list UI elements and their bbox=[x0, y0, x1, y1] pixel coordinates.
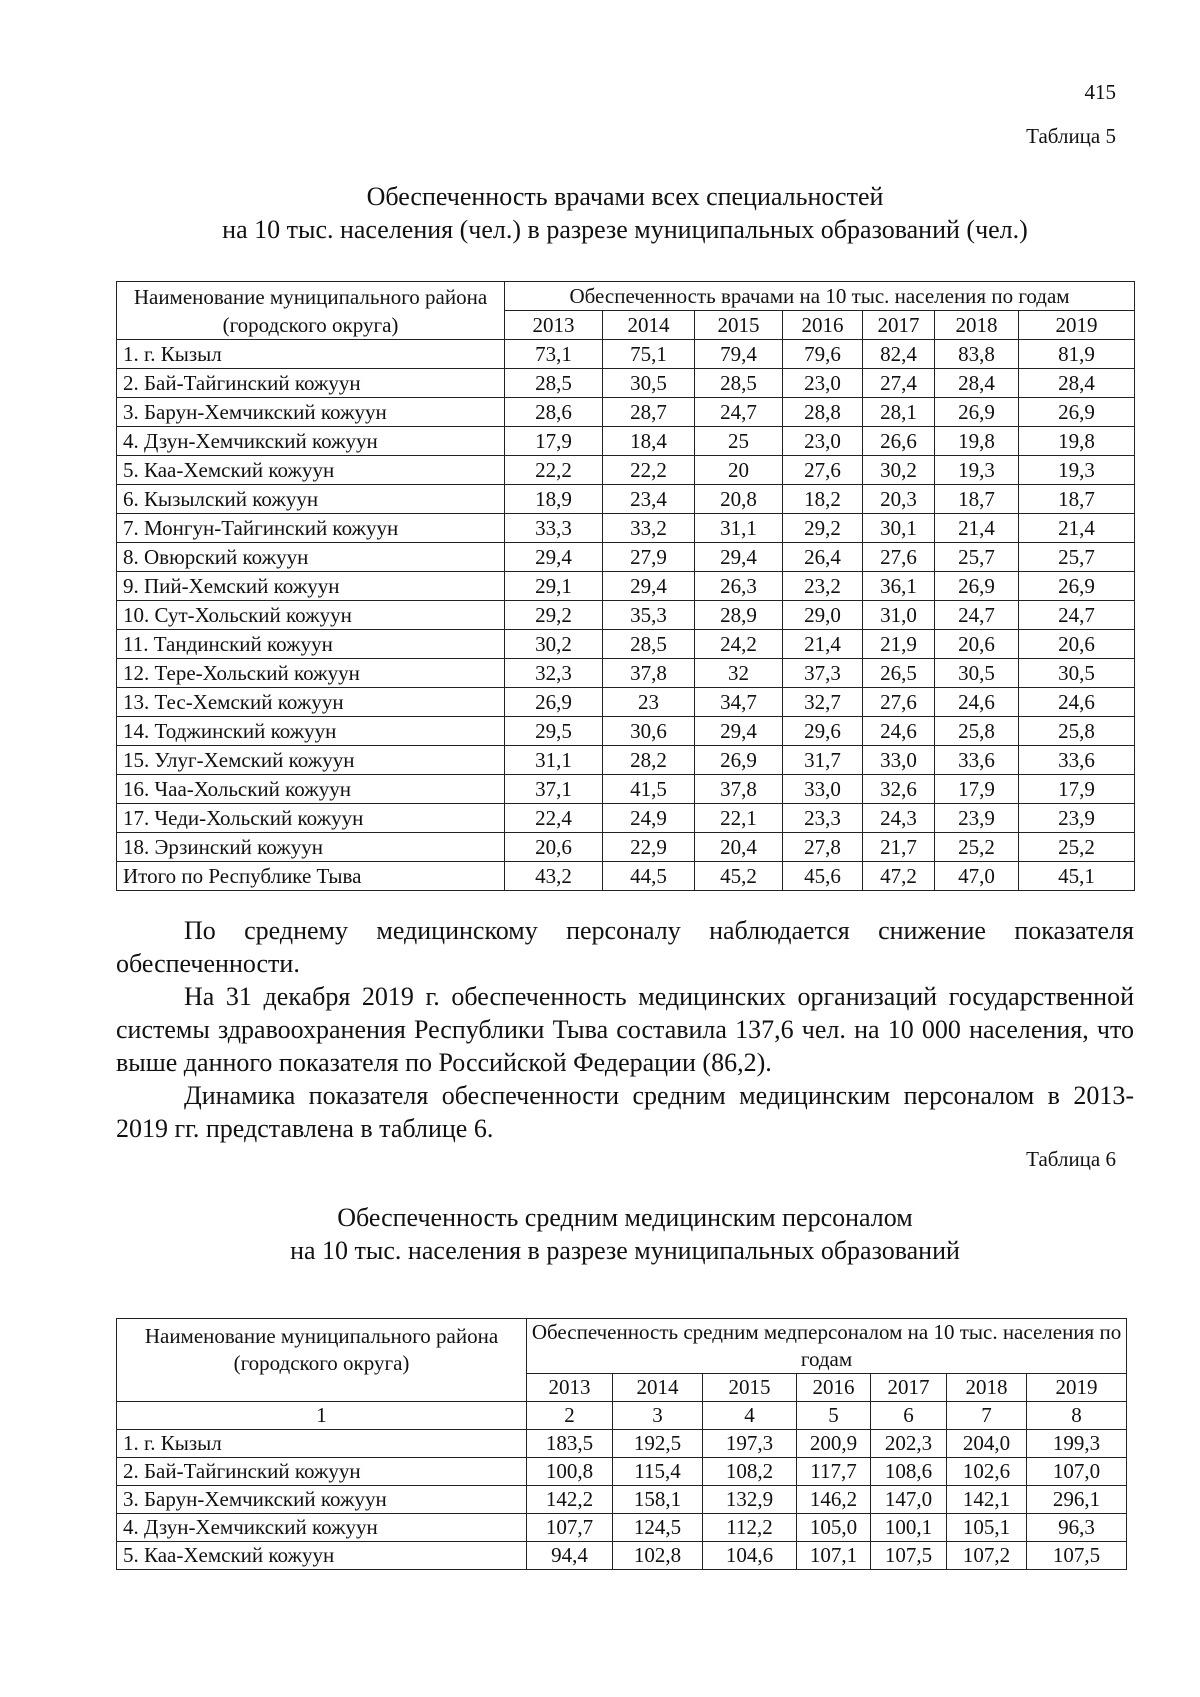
table5-cell: 33,6 bbox=[935, 746, 1019, 775]
table5-cell: 26,5 bbox=[863, 659, 935, 688]
table6-year-header: 2019 bbox=[1027, 1374, 1127, 1402]
table5-cell: 30,5 bbox=[1019, 659, 1135, 688]
table5-cell: 28,8 bbox=[783, 398, 863, 427]
table5-cell: 20,3 bbox=[863, 485, 935, 514]
table5-cell: 28,6 bbox=[505, 398, 603, 427]
table5-cell: 20,6 bbox=[1019, 630, 1135, 659]
table5-cell: 27,8 bbox=[783, 833, 863, 862]
table6-year-header: 2018 bbox=[947, 1374, 1027, 1402]
table6-cell: 100,1 bbox=[871, 1514, 947, 1542]
table5-cell: 28,5 bbox=[505, 369, 603, 398]
table5-cell: 20,4 bbox=[695, 833, 783, 862]
paragraph-2: На 31 декабря 2019 г. обеспеченность медицинских организаций государственной системы здравоохранения Республики Тыва составила 137,6 чел. на 10 000 населения, что выше данного показателя по Российской Федерации (86,2). bbox=[116, 982, 1134, 1077]
body-text bbox=[116, 914, 1134, 1145]
table6-cell: 102,6 bbox=[947, 1458, 1027, 1486]
table5-row-name: 9. Пий-Хемский кожуун bbox=[117, 572, 505, 601]
table5-cell: 26,9 bbox=[935, 398, 1019, 427]
table6-column-number: 5 bbox=[797, 1402, 871, 1430]
table5-cell: 20,6 bbox=[935, 630, 1019, 659]
table6-cell: 100,8 bbox=[527, 1458, 613, 1486]
table6-cell: 107,1 bbox=[797, 1542, 871, 1570]
table6-cell: 107,5 bbox=[1027, 1542, 1127, 1570]
table6-column-number: 7 bbox=[947, 1402, 1027, 1430]
table5-cell: 75,1 bbox=[603, 340, 695, 369]
table5-cell: 25 bbox=[695, 427, 783, 456]
table5-cell: 24,3 bbox=[863, 804, 935, 833]
table6-group-header: Обеспеченность средним медперсоналом на 10 тыс. населения по годам bbox=[527, 1319, 1127, 1374]
table5-cell: 23,2 bbox=[783, 572, 863, 601]
table5-cell: 27,6 bbox=[863, 543, 935, 572]
table5-cell: 26,3 bbox=[695, 572, 783, 601]
table5-label: Таблица 5 bbox=[1026, 124, 1116, 148]
table6-cell: 146,2 bbox=[797, 1486, 871, 1514]
table5-cell: 41,5 bbox=[603, 775, 695, 804]
table6-column-number: 8 bbox=[1027, 1402, 1127, 1430]
table6-name-header: Наименование муниципального района (городского округа) bbox=[117, 1319, 527, 1402]
table-row bbox=[117, 775, 1135, 804]
table5-cell: 21,7 bbox=[863, 833, 935, 862]
table6-title bbox=[116, 1201, 1134, 1267]
table6-column-number: 2 bbox=[527, 1402, 613, 1430]
table-row bbox=[117, 688, 1135, 717]
table6-cell: 142,1 bbox=[947, 1486, 1027, 1514]
table5-year-header: 2014 bbox=[603, 311, 695, 340]
table5-year-header: 2018 bbox=[935, 311, 1019, 340]
table5-cell: 31,0 bbox=[863, 601, 935, 630]
table5-cell: 30,5 bbox=[603, 369, 695, 398]
table5-cell: 30,5 bbox=[935, 659, 1019, 688]
table5-cell: 47,2 bbox=[863, 862, 935, 891]
table5-row-name: 18. Эрзинский кожуун bbox=[117, 833, 505, 862]
table6-cell: 107,0 bbox=[1027, 1458, 1127, 1486]
table6-year-header: 2014 bbox=[613, 1374, 703, 1402]
table5-cell: 21,4 bbox=[1019, 514, 1135, 543]
table6-cell: 132,9 bbox=[703, 1486, 797, 1514]
table5-cell: 17,9 bbox=[935, 775, 1019, 804]
table-row bbox=[117, 543, 1135, 572]
table5-cell: 37,1 bbox=[505, 775, 603, 804]
table6-cell: 197,3 bbox=[703, 1430, 797, 1458]
table5-cell: 33,3 bbox=[505, 514, 603, 543]
table5-cell: 29,4 bbox=[695, 543, 783, 572]
table5-cell: 36,1 bbox=[863, 572, 935, 601]
table5-cell: 22,1 bbox=[695, 804, 783, 833]
table5-cell: 28,7 bbox=[603, 398, 695, 427]
table5-cell: 19,3 bbox=[935, 456, 1019, 485]
table6-cell: 202,3 bbox=[871, 1430, 947, 1458]
table-row bbox=[117, 427, 1135, 456]
table5-cell: 32,6 bbox=[863, 775, 935, 804]
table6-row-name: 2. Бай-Тайгинский кожуун bbox=[117, 1458, 527, 1486]
table-row bbox=[117, 398, 1135, 427]
table6-cell: 124,5 bbox=[613, 1514, 703, 1542]
table5-cell: 21,4 bbox=[935, 514, 1019, 543]
table5-cell: 22,4 bbox=[505, 804, 603, 833]
table-row bbox=[117, 369, 1135, 398]
table5-cell: 25,2 bbox=[1019, 833, 1135, 862]
table6-cell: 142,2 bbox=[527, 1486, 613, 1514]
table5-cell: 33,2 bbox=[603, 514, 695, 543]
table6-cell: 108,6 bbox=[871, 1458, 947, 1486]
table-row bbox=[117, 601, 1135, 630]
table5-cell: 28,5 bbox=[603, 630, 695, 659]
table5-cell: 21,9 bbox=[863, 630, 935, 659]
table6-cell: 96,3 bbox=[1027, 1514, 1127, 1542]
table5-cell: 17,9 bbox=[505, 427, 603, 456]
table5-cell: 26,9 bbox=[505, 688, 603, 717]
table5-cell: 23,4 bbox=[603, 485, 695, 514]
table6-column-number: 6 bbox=[871, 1402, 947, 1430]
table5-row-name: 13. Тес-Хемский кожуун bbox=[117, 688, 505, 717]
table-row bbox=[117, 514, 1135, 543]
table5-cell: 19,8 bbox=[935, 427, 1019, 456]
paragraph-3: Динамика показателя обеспеченности средним медицинским персоналом в 2013-2019 гг. представлена в таблице 6. bbox=[116, 1081, 1134, 1143]
table6 bbox=[116, 1318, 1127, 1570]
table5-cell: 30,6 bbox=[603, 717, 695, 746]
table6-cell: 105,0 bbox=[797, 1514, 871, 1542]
table5-year-header: 2019 bbox=[1019, 311, 1135, 340]
table5-cell: 45,1 bbox=[1019, 862, 1135, 891]
table5-cell: 24,7 bbox=[935, 601, 1019, 630]
table5-cell: 25,7 bbox=[935, 543, 1019, 572]
table-row bbox=[117, 485, 1135, 514]
table5-cell: 29,2 bbox=[783, 514, 863, 543]
table5-cell: 29,6 bbox=[783, 717, 863, 746]
table6-cell: 107,2 bbox=[947, 1542, 1027, 1570]
table5-cell: 30,2 bbox=[505, 630, 603, 659]
table5-cell: 24,9 bbox=[603, 804, 695, 833]
table5-cell: 26,4 bbox=[783, 543, 863, 572]
table6-title-line1: Обеспеченность средним медицинским персоналом bbox=[337, 1203, 913, 1232]
table5-cell: 20,6 bbox=[505, 833, 603, 862]
table5-cell: 17,9 bbox=[1019, 775, 1135, 804]
table5-row-name: 14. Тоджинский кожуун bbox=[117, 717, 505, 746]
table6-cell: 192,5 bbox=[613, 1430, 703, 1458]
table5-cell: 27,9 bbox=[603, 543, 695, 572]
table6-cell: 102,8 bbox=[613, 1542, 703, 1570]
table5-cell: 37,8 bbox=[695, 775, 783, 804]
table5-row-name: 17. Чеди-Хольский кожуун bbox=[117, 804, 505, 833]
table5-row-name: Итого по Республике Тыва bbox=[117, 862, 505, 891]
table5-cell: 22,2 bbox=[603, 456, 695, 485]
table5-row-name: 6. Кызылский кожуун bbox=[117, 485, 505, 514]
table6-cell: 104,6 bbox=[703, 1542, 797, 1570]
table5-cell: 23 bbox=[603, 688, 695, 717]
table5-cell: 24,6 bbox=[863, 717, 935, 746]
table5-cell: 18,2 bbox=[783, 485, 863, 514]
table5-cell: 28,4 bbox=[1019, 369, 1135, 398]
table5-cell: 27,6 bbox=[863, 688, 935, 717]
table6-cell: 112,2 bbox=[703, 1514, 797, 1542]
table5-cell: 30,1 bbox=[863, 514, 935, 543]
table5-row-name: 12. Тере-Хольский кожуун bbox=[117, 659, 505, 688]
table5-title bbox=[116, 180, 1134, 246]
table5-cell: 28,9 bbox=[695, 601, 783, 630]
table5-cell: 22,2 bbox=[505, 456, 603, 485]
table5-row-name: 3. Барун-Хемчикский кожуун bbox=[117, 398, 505, 427]
table5-cell: 29,0 bbox=[783, 601, 863, 630]
table5-cell: 73,1 bbox=[505, 340, 603, 369]
table6-column-number: 3 bbox=[613, 1402, 703, 1430]
table5-row-name: 2. Бай-Тайгинский кожуун bbox=[117, 369, 505, 398]
table6-year-header: 2015 bbox=[703, 1374, 797, 1402]
table5-row-name: 15. Улуг-Хемский кожуун bbox=[117, 746, 505, 775]
table5-year-header: 2015 bbox=[695, 311, 783, 340]
table-row bbox=[117, 1486, 1127, 1514]
table6-row-name: 5. Каа-Хемский кожуун bbox=[117, 1542, 527, 1570]
table5-cell: 19,8 bbox=[1019, 427, 1135, 456]
table5-cell: 83,8 bbox=[935, 340, 1019, 369]
table5-cell: 29,4 bbox=[695, 717, 783, 746]
table6-cell: 204,0 bbox=[947, 1430, 1027, 1458]
table5-cell: 28,2 bbox=[603, 746, 695, 775]
table6-cell: 183,5 bbox=[527, 1430, 613, 1458]
table5-cell: 25,2 bbox=[935, 833, 1019, 862]
table5-cell: 35,3 bbox=[603, 601, 695, 630]
table6-year-header: 2016 bbox=[797, 1374, 871, 1402]
table5-cell: 26,9 bbox=[1019, 572, 1135, 601]
table6-cell: 94,4 bbox=[527, 1542, 613, 1570]
table6-cell: 107,5 bbox=[871, 1542, 947, 1570]
table-row bbox=[117, 746, 1135, 775]
table-row bbox=[117, 804, 1135, 833]
table5-cell: 26,9 bbox=[935, 572, 1019, 601]
table5-row-name: 7. Монгун-Тайгинский кожуун bbox=[117, 514, 505, 543]
table5 bbox=[116, 281, 1135, 891]
table-row bbox=[117, 630, 1135, 659]
table6-column-number: 1 bbox=[117, 1402, 527, 1430]
table5-row-name: 1. г. Кызыл bbox=[117, 340, 505, 369]
table-row bbox=[117, 833, 1135, 862]
table-row bbox=[117, 659, 1135, 688]
table5-cell: 18,7 bbox=[935, 485, 1019, 514]
table5-cell: 23,0 bbox=[783, 427, 863, 456]
table5-cell: 33,0 bbox=[783, 775, 863, 804]
table5-cell: 24,7 bbox=[695, 398, 783, 427]
table5-year-header: 2013 bbox=[505, 311, 603, 340]
table5-cell: 32,7 bbox=[783, 688, 863, 717]
table5-cell: 47,0 bbox=[935, 862, 1019, 891]
table-row bbox=[117, 456, 1135, 485]
table5-cell: 81,9 bbox=[1019, 340, 1135, 369]
table5-cell: 43,2 bbox=[505, 862, 603, 891]
table5-cell: 27,4 bbox=[863, 369, 935, 398]
table6-year-header: 2017 bbox=[871, 1374, 947, 1402]
table5-year-header: 2016 bbox=[783, 311, 863, 340]
table5-cell: 30,2 bbox=[863, 456, 935, 485]
table5-cell: 18,7 bbox=[1019, 485, 1135, 514]
table6-cell: 117,7 bbox=[797, 1458, 871, 1486]
table5-cell: 28,1 bbox=[863, 398, 935, 427]
table5-year-header: 2017 bbox=[863, 311, 935, 340]
table6-cell: 158,1 bbox=[613, 1486, 703, 1514]
table6-cell: 147,0 bbox=[871, 1486, 947, 1514]
table5-cell: 32,3 bbox=[505, 659, 603, 688]
table5-cell: 33,6 bbox=[1019, 746, 1135, 775]
table5-row-name: 16. Чаа-Хольский кожуун bbox=[117, 775, 505, 804]
table5-cell: 21,4 bbox=[783, 630, 863, 659]
table5-cell: 25,7 bbox=[1019, 543, 1135, 572]
table5-cell: 22,9 bbox=[603, 833, 695, 862]
table5-cell: 79,6 bbox=[783, 340, 863, 369]
page-number: 415 bbox=[1084, 80, 1116, 104]
table6-cell: 105,1 bbox=[947, 1514, 1027, 1542]
table-row bbox=[117, 572, 1135, 601]
table6-row-name: 1. г. Кызыл bbox=[117, 1430, 527, 1458]
table5-cell: 19,3 bbox=[1019, 456, 1135, 485]
table5-title-line2: на 10 тыс. населения (чел.) в разрезе муниципальных образований (чел.) bbox=[222, 215, 1028, 244]
table5-cell: 25,8 bbox=[1019, 717, 1135, 746]
table5-name-header: Наименование муниципального района (городского округа) bbox=[117, 282, 505, 340]
table5-cell: 37,8 bbox=[603, 659, 695, 688]
table5-cell: 23,9 bbox=[1019, 804, 1135, 833]
table5-cell: 29,1 bbox=[505, 572, 603, 601]
table6-row-name: 4. Дзун-Хемчикский кожуун bbox=[117, 1514, 527, 1542]
table5-cell: 24,2 bbox=[695, 630, 783, 659]
table5-cell: 79,4 bbox=[695, 340, 783, 369]
table5-group-header: Обеспеченность врачами на 10 тыс. населения по годам bbox=[505, 282, 1135, 311]
table5-cell: 26,9 bbox=[1019, 398, 1135, 427]
table5-cell: 24,6 bbox=[935, 688, 1019, 717]
table6-column-number: 4 bbox=[703, 1402, 797, 1430]
table5-cell: 29,2 bbox=[505, 601, 603, 630]
table5-cell: 45,6 bbox=[783, 862, 863, 891]
table6-cell: 200,9 bbox=[797, 1430, 871, 1458]
table5-cell: 29,4 bbox=[505, 543, 603, 572]
table6-year-header: 2013 bbox=[527, 1374, 613, 1402]
table5-cell: 31,1 bbox=[695, 514, 783, 543]
table5-cell: 27,6 bbox=[783, 456, 863, 485]
table5-row-name: 4. Дзун-Хемчикский кожуун bbox=[117, 427, 505, 456]
table5-cell: 18,4 bbox=[603, 427, 695, 456]
table5-row-name: 11. Тандинский кожуун bbox=[117, 630, 505, 659]
table6-cell: 115,4 bbox=[613, 1458, 703, 1486]
table-row bbox=[117, 1458, 1127, 1486]
table5-cell: 82,4 bbox=[863, 340, 935, 369]
table5-cell: 24,7 bbox=[1019, 601, 1135, 630]
table5-cell: 29,4 bbox=[603, 572, 695, 601]
table-row bbox=[117, 1514, 1127, 1542]
table5-cell: 26,6 bbox=[863, 427, 935, 456]
table6-cell: 199,3 bbox=[1027, 1430, 1127, 1458]
table5-cell: 18,9 bbox=[505, 485, 603, 514]
table5-title-line1: Обеспеченность врачами всех специальностей bbox=[366, 182, 884, 211]
table5-cell: 31,1 bbox=[505, 746, 603, 775]
table5-cell: 29,5 bbox=[505, 717, 603, 746]
table5-cell: 23,0 bbox=[783, 369, 863, 398]
table-row bbox=[117, 717, 1135, 746]
table5-cell: 28,4 bbox=[935, 369, 1019, 398]
table5-cell: 20 bbox=[695, 456, 783, 485]
table5-cell: 31,7 bbox=[783, 746, 863, 775]
table5-cell: 45,2 bbox=[695, 862, 783, 891]
table-row bbox=[117, 340, 1135, 369]
table6-title-line2: на 10 тыс. населения в разрезе муниципальных образований bbox=[290, 1236, 960, 1265]
table5-cell: 34,7 bbox=[695, 688, 783, 717]
table5-cell: 26,9 bbox=[695, 746, 783, 775]
table5-cell: 37,3 bbox=[783, 659, 863, 688]
table5-row-name: 8. Овюрский кожуун bbox=[117, 543, 505, 572]
table5-row-name: 10. Сут-Хольский кожуун bbox=[117, 601, 505, 630]
table-row bbox=[117, 862, 1135, 891]
table5-cell: 25,8 bbox=[935, 717, 1019, 746]
table5-cell: 20,8 bbox=[695, 485, 783, 514]
table-row bbox=[117, 1542, 1127, 1570]
table5-cell: 23,3 bbox=[783, 804, 863, 833]
table-row bbox=[117, 1430, 1127, 1458]
table5-cell: 44,5 bbox=[603, 862, 695, 891]
table6-cell: 296,1 bbox=[1027, 1486, 1127, 1514]
table5-cell: 28,5 bbox=[695, 369, 783, 398]
table6-cell: 108,2 bbox=[703, 1458, 797, 1486]
table6-row-name: 3. Барун-Хемчикский кожуун bbox=[117, 1486, 527, 1514]
paragraph-1: По среднему медицинскому персоналу наблюдается снижение показателя обеспеченности. bbox=[116, 916, 1134, 978]
table6-label: Таблица 6 bbox=[1026, 1147, 1116, 1171]
table5-cell: 23,9 bbox=[935, 804, 1019, 833]
table5-cell: 32 bbox=[695, 659, 783, 688]
table5-row-name: 5. Каа-Хемский кожуун bbox=[117, 456, 505, 485]
table5-cell: 24,6 bbox=[1019, 688, 1135, 717]
table5-cell: 33,0 bbox=[863, 746, 935, 775]
table6-cell: 107,7 bbox=[527, 1514, 613, 1542]
